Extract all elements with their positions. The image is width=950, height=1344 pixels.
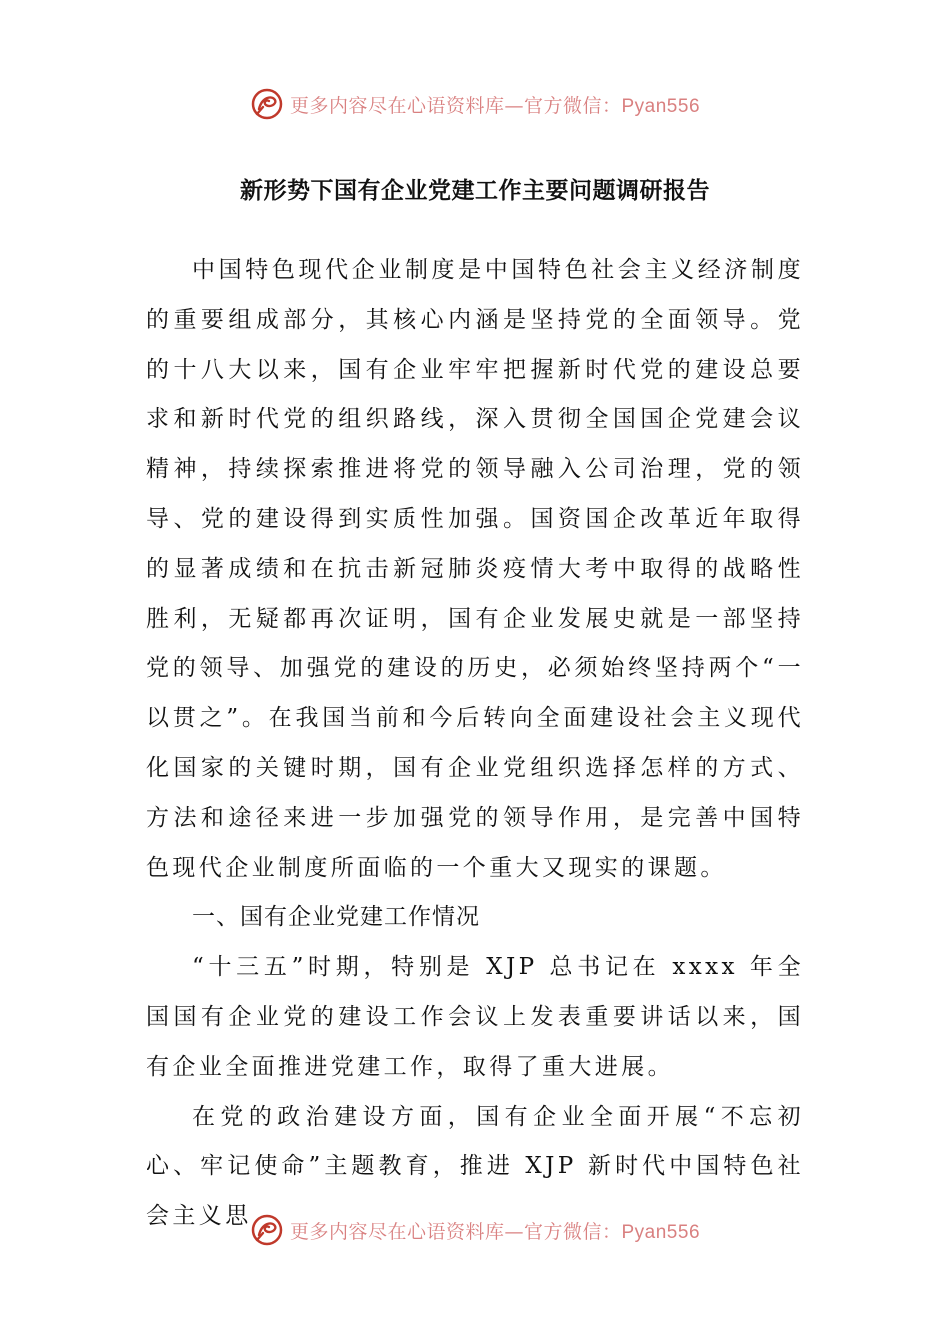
red-seal-swirl-icon: [250, 1213, 284, 1247]
banner-wechat-id: Pyan556: [621, 1221, 701, 1243]
footer-banner: [0, 1210, 950, 1250]
header-banner-inner: [250, 87, 700, 121]
footer-banner-text: [290, 1217, 700, 1244]
banner-wechat-id: Pyan556: [621, 95, 701, 117]
footer-banner-inner: [250, 1213, 700, 1247]
intro-paragraph: 中国特色现代企业制度是中国特色社会主义经济制度的重要组成部分，其核心内涵是坚持党的全面领导。党的十八大以来，国有企业牢牢把握新时代党的建设总要求和新时代党的组织路线，深入贯彻全国国企党建会议精神，持续探索推进将党的领导融入公司治理，党的领导、党的建设得到实质性加强。国资国企改革近年取得的显著成绩和在抗击新冠肺炎疫情大考中取得的战略性胜利，无疑都再次证明，国有企业发展史就是一部坚持党的领导、加强党的建设的历史，必须始终坚持两个“一以贯之”。在我国当前和今后转向全面建设社会主义现代化国家的关键时期，国有企业党组织选择怎样的方式、方法和途径来进一步加强党的领导作用，是完善中国特色现代企业制度所面临的一个重大又现实的课题。: [146, 257, 804, 881]
section-1-paragraph-2: 在党的政治建设方面，国有企业全面开展“不忘初心、牢记使命”主题教育，推进 XJP 新时代中国特色社会主义思: [146, 1103, 804, 1230]
banner-slogan: 更多内容尽在心语资料库—官方微信：: [289, 94, 622, 117]
header-banner: [0, 84, 950, 124]
section-1-paragraph-1: “十三五”时期，特别是 XJP 总书记在 xxxx 年全国国有企业党的建设工作会议上发表重要讲话以来，国有企业全面推进党建工作，取得了重大进展。: [146, 954, 804, 1080]
banner-slogan: 更多内容尽在心语资料库—官方微信：: [289, 1220, 622, 1243]
document-title: 新形势下国有企业党建工作主要问题调研报告: [240, 177, 710, 204]
header-banner-text: [290, 91, 700, 118]
section-heading-1: 一、国有企业党建工作情况: [192, 904, 480, 931]
red-seal-swirl-icon: [250, 87, 284, 121]
document-body: [146, 246, 804, 1242]
